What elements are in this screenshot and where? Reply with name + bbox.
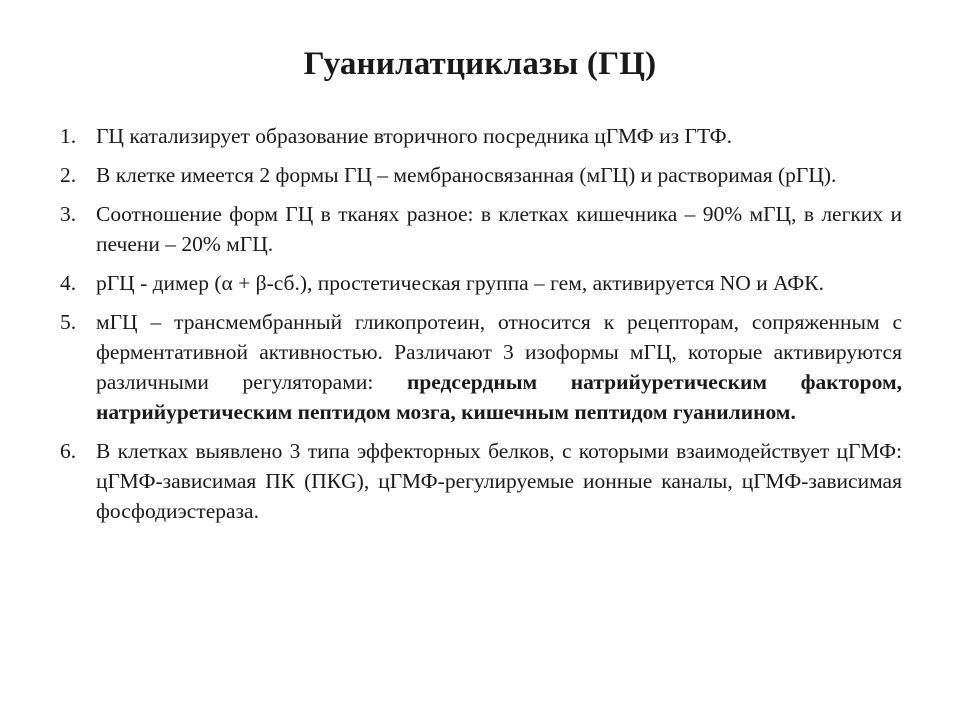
- item-number: 2.: [60, 163, 77, 187]
- item-number: 6.: [60, 439, 77, 463]
- item-text: рГЦ - димер (α + β-сб.), простетическая группа – гем, активируется NO и АФК.: [96, 271, 824, 295]
- item-number: 3.: [60, 202, 77, 226]
- list-item-2: [60, 160, 902, 190]
- list-item-4: [60, 268, 902, 298]
- list-item-5: [60, 307, 902, 427]
- list-item-6: [60, 436, 902, 526]
- item-number: 4.: [60, 271, 77, 295]
- item-number: 5.: [60, 310, 77, 334]
- item-text: Соотношение форм ГЦ в тканях разное: в клетках кишечника – 90% мГЦ, в легких и печени – 20% мГЦ.: [96, 202, 902, 256]
- slide-title: Гуанилатциклазы (ГЦ): [303, 46, 657, 82]
- list-item-3: [60, 199, 902, 259]
- item-text: ГЦ катализирует образование вторичного посредника цГМФ из ГТФ.: [96, 124, 732, 148]
- item-text: В клетке имеется 2 формы ГЦ – мембраносвязанная (мГЦ) и растворимая (рГЦ).: [96, 163, 837, 187]
- item-bold-text: предсердным натрийуретическим фактором, натрийуретическим пептидом мозга, кишечным пептидом гуанилином.: [96, 370, 902, 424]
- item-number: 1.: [60, 124, 77, 148]
- point-list: [60, 121, 902, 535]
- item-text: мГЦ – трансмембранный гликопротеин, относится к рецепторам, сопряженным с ферментативной активностью. Различают 3 изоформы мГЦ, которые активируются различными регуляторами:: [96, 310, 902, 394]
- item-text: В клетках выявлено 3 типа эффекторных белков, с которыми взаимодействует цГМФ: цГМФ-зависимая ПК (ПКG), цГМФ-регулируемые ионные каналы, цГМФ-зависимая фосфодиэстераза.: [96, 439, 902, 523]
- list-item-1: [60, 121, 902, 151]
